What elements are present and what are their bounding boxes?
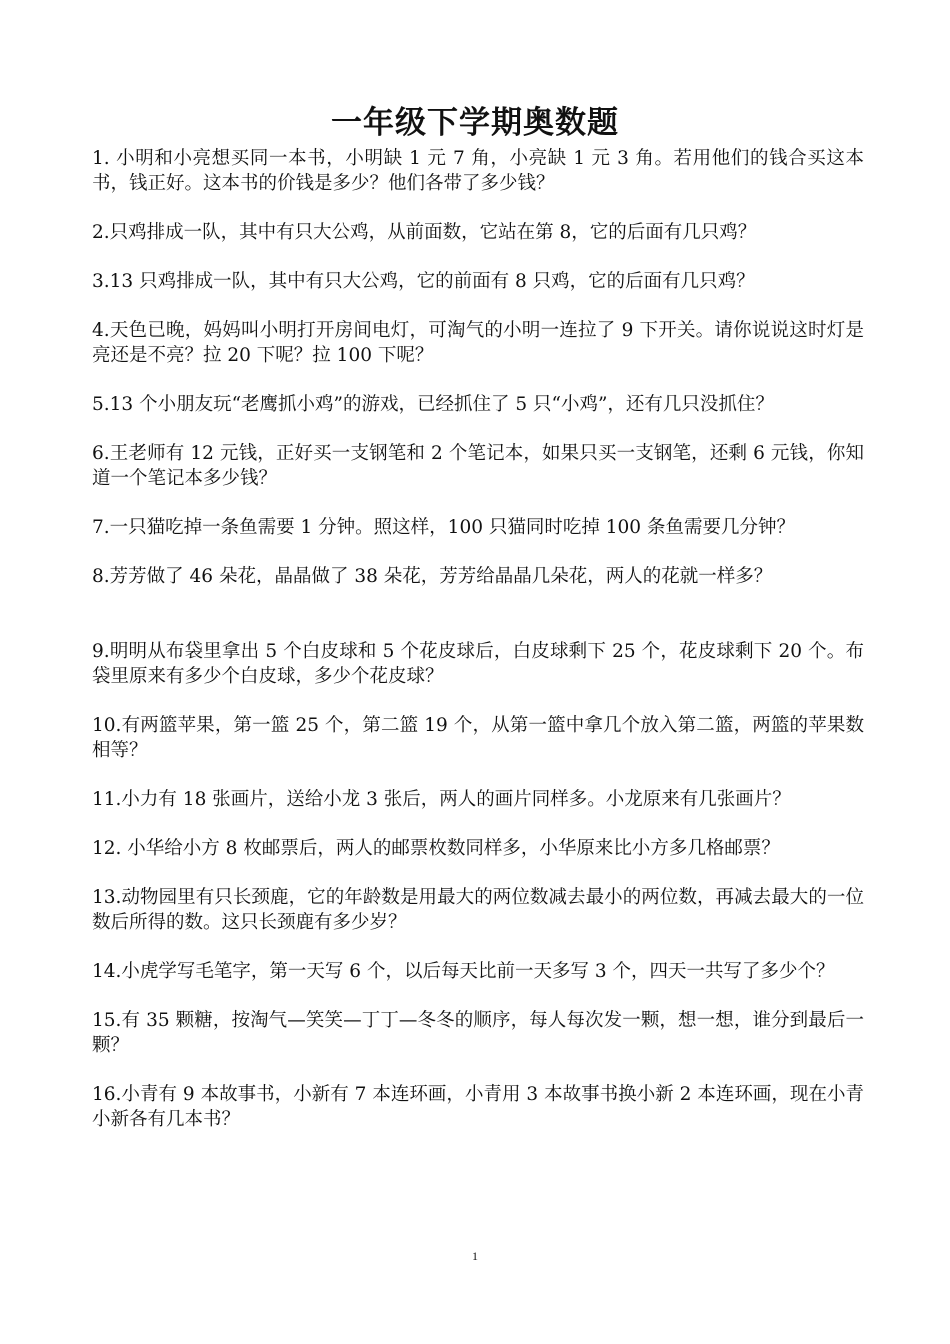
question-item: 16.小青有 9 本故事书，小新有 7 本连环画，小青用 3 本故事书换小新 2 本连环画，现在小青 小新各有几本书？ [92,1084,864,1130]
question-item: 13.动物园里有只长颈鹿，它的年龄数是用最大的两位数减去最小的两位数，再减去最大的一位数后所得的数。这只长颈鹿有多少岁？ [92,887,864,933]
question-item: 1. 小明和小亮想买同一本书，小明缺 1 元 7 角，小亮缺 1 元 3 角。若用他们的钱合买这本书，钱正好。这本书的价钱是多少？他们各带了多少钱？ [92,148,864,194]
question-item: 14.小虎学写毛笔字，第一天写 6 个，以后每天比前一天多写 3 个，四天一共写了多少个？ [92,961,835,982]
question-item: 9.明明从布袋里拿出 5 个白皮球和 5 个花皮球后，白皮球剩下 25 个，花皮球剩下 20 个。布袋里原来有多少个白皮球，多少个花皮球？ [92,641,864,687]
question-item: 3.13 只鸡排成一队，其中有只大公鸡，它的前面有 8 只鸡，它的后面有几只鸡？ [92,271,755,292]
question-item: 7.一只猫吃掉一条鱼需要 1 分钟。照这样，100 只猫同时吃掉 100 条鱼需要几分钟？ [92,517,795,538]
question-item: 8.芳芳做了 46 朵花，晶晶做了 38 朵花，芳芳给晶晶几朵花，两人的花就一样多？ [92,566,773,587]
question-item: 5.13 个小朋友玩“老鹰抓小鸡”的游戏，已经抓住了 5 只“小鸡”，还有几只没抓住？ [92,394,774,415]
page-number: 1 [472,1249,478,1263]
question-item: 2.只鸡排成一队，其中有只大公鸡，从前面数，它站在第 8，它的后面有几只鸡？ [92,222,757,243]
document-title: 一年级下学期奥数题 [331,105,619,141]
question-item: 10.有两篮苹果，第一篮 25 个，第二篮 19 个，从第一篮中拿几个放入第二篮，两篮的苹果数相等？ [92,715,864,761]
question-item: 4.天色已晚，妈妈叫小明打开房间电灯，可淘气的小明一连拉了 9 下开关。请你说说这时灯是亮还是不亮？拉 20 下呢？拉 100 下呢？ [92,320,864,366]
question-list [92,146,864,1156]
question-item: 11.小力有 18 张画片，送给小龙 3 张后，两人的画片同样多。小龙原来有几张画片？ [92,789,791,810]
question-item: 15.有 35 颗糖，按淘气—笑笑—丁丁—冬冬的顺序，每人每次发一颗，想一想，谁分到最后一颗？ [92,1010,864,1056]
question-item: 12. 小华给小方 8 枚邮票后，两人的邮票枚数同样多，小华原来比小方多几格邮票？ [92,838,780,859]
question-item: 6.王老师有 12 元钱，正好买一支钢笔和 2 个笔记本，如果只买一支钢笔，还剩 6 元钱，你知道一个笔记本多少钱？ [92,443,864,489]
